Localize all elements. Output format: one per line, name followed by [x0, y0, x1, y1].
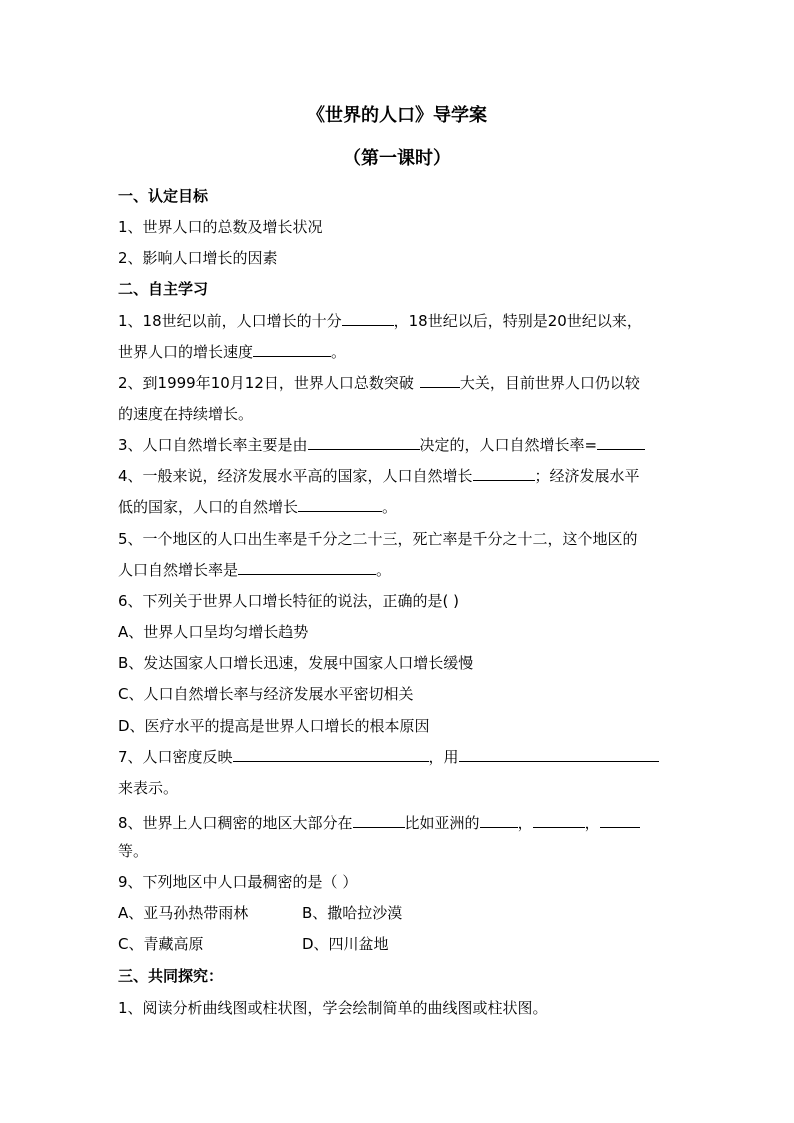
q8-comma-1: ， [517, 814, 533, 832]
q8-comma-2: ， [584, 814, 600, 832]
q8-text-a: 8、世界上人口稠密的地区大部分在 [118, 814, 353, 832]
q4-blank-2[interactable] [298, 497, 382, 512]
question-1-line1 [118, 311, 642, 331]
q6-option-c: C、人口自然增长率与经济发展水平密切相关 [118, 685, 414, 703]
q2-blank-1[interactable] [420, 373, 460, 388]
document-subtitle: （第一课时） [343, 148, 451, 169]
q4-text-b: ；经济发展水平 [534, 467, 640, 485]
q7-blank-1[interactable] [233, 747, 429, 762]
q9-option-a: A、亚马孙热带雨林 [118, 904, 249, 922]
objective-1: 1、世界人口的总数及增长状况 [118, 218, 323, 236]
q7-text-b: ，用 [428, 748, 459, 766]
q1-text-a: 1、18世纪以前，人口增长的十分 [118, 312, 342, 330]
q1-text-d: 。 [331, 343, 347, 361]
q3-text-b: 决定的，人口自然增长率= [419, 436, 598, 454]
section-3-heading: 三、共同探究： [118, 967, 224, 985]
question-7-line2: 来表示。 [118, 779, 179, 797]
question-8-line1 [118, 813, 640, 833]
q3-blank-1[interactable] [308, 435, 420, 450]
q6-option-a: A、世界人口呈均匀增长趋势 [118, 623, 309, 641]
q5-blank-1[interactable] [238, 560, 376, 575]
q3-blank-2[interactable] [597, 435, 645, 450]
q4-text-a: 4、一般来说，经济发展水平高的国家，人口自然增长 [118, 467, 473, 485]
q9-option-b: B、撒哈拉沙漠 [302, 904, 403, 922]
exploration-item-1: 1、阅读分析曲线图或柱状图，学会绘制简单的曲线图或柱状图。 [118, 999, 548, 1017]
q1-text-c: 世界人口的增长速度 [118, 343, 254, 361]
q4-text-c: 低的国家，人口的自然增长 [118, 498, 299, 516]
q6-option-d: D、医疗水平的提高是世界人口增长的根本原因 [118, 717, 430, 735]
question-4-line2 [118, 497, 397, 517]
q8-text-b: 比如亚洲的 [404, 814, 480, 832]
objective-2: 2、影响人口增长的因素 [118, 249, 278, 267]
section-1-heading: 一、认定目标 [118, 187, 209, 205]
question-5-line1: 5、一个地区的人口出生率是千分之二十三，死亡率是千分之十二，这个地区的 [118, 530, 638, 548]
section-2-heading: 二、自主学习 [118, 280, 209, 298]
q1-text-b: ，18世纪以后，特别是20世纪以来， [393, 312, 642, 330]
q1-blank-2[interactable] [253, 342, 331, 357]
q9-option-c: C、青藏高原 [118, 935, 204, 953]
question-8-line2: 等。 [118, 842, 149, 860]
question-1-line2 [118, 342, 346, 362]
q8-blank-4[interactable] [600, 813, 640, 828]
q7-blank-2[interactable] [459, 747, 659, 762]
question-2-line2: 的速度在持续增长。 [118, 405, 254, 423]
question-5-line2 [118, 560, 391, 580]
question-2-line1 [118, 373, 640, 393]
q8-blank-1[interactable] [353, 813, 405, 828]
question-3 [118, 435, 645, 455]
q6-option-b: B、发达国家人口增长迅速，发展中国家人口增长缓慢 [118, 654, 474, 672]
q7-text-a: 7、人口密度反映 [118, 748, 233, 766]
q9-option-d: D、四川盆地 [302, 935, 389, 953]
question-4-line1 [118, 466, 640, 486]
question-6: 6、下列关于世界人口增长特征的说法，正确的是( ) [118, 592, 460, 610]
q8-blank-2[interactable] [480, 813, 518, 828]
q1-blank-1[interactable] [342, 311, 394, 326]
document-title: 《世界的人口》导学案 [307, 105, 487, 126]
q4-text-d: 。 [382, 498, 398, 516]
question-9: 9、下列地区中人口最稠密的是（ ） [118, 873, 358, 891]
question-7-line1 [118, 747, 659, 767]
q5-text-b: 人口自然增长率是 [118, 561, 239, 579]
q4-blank-1[interactable] [473, 466, 535, 481]
q3-text-a: 3、人口自然增长率主要是由 [118, 436, 308, 454]
q2-text-b: 大关，目前世界人口仍以较 [459, 374, 640, 392]
q5-text-c: 。 [376, 561, 392, 579]
q2-text-a: 2、到1999年10月12日，世界人口总数突破 [118, 374, 414, 392]
q8-blank-3[interactable] [533, 813, 585, 828]
